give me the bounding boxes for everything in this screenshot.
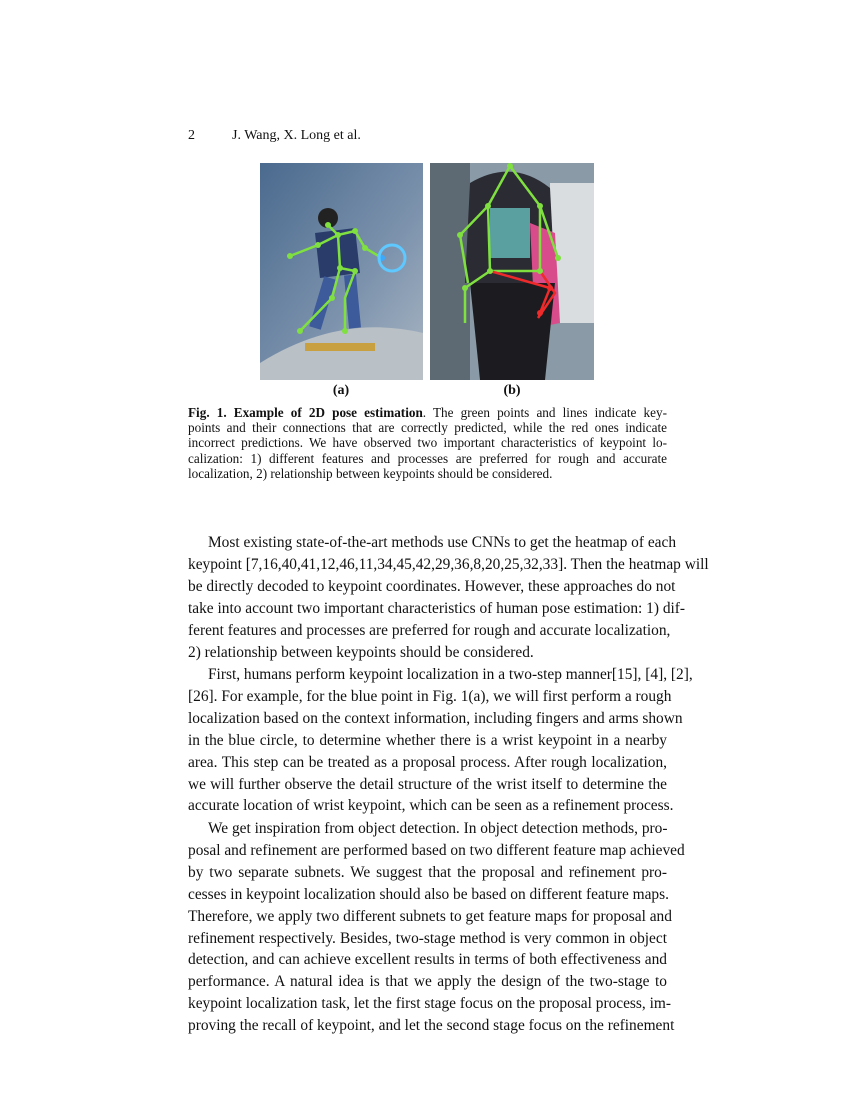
text-line: cesses in keypoint localization should also be based on different feature maps. bbox=[188, 885, 669, 903]
figure-caption bbox=[188, 405, 667, 481]
text-line: First, humans perform keypoint localization in a two-step manner[15], [4], [2], bbox=[208, 666, 693, 683]
text-line: posal and refinement are performed based on two different feature map achieved bbox=[188, 841, 685, 859]
text-line: ferent features and processes are preferred for rough and accurate localization, bbox=[188, 621, 671, 639]
paragraph-1 bbox=[188, 532, 709, 663]
figure-image-a-skateboarder bbox=[260, 163, 423, 380]
figure-image-b-motorcyclist bbox=[430, 163, 594, 380]
figure-label-b: (b) bbox=[503, 383, 521, 398]
text-line: [26]. For example, for the blue point in Fig. 1(a), we will first perform a rough bbox=[188, 687, 672, 705]
text-line: take into account two important characteristics of human pose estimation: 1) dif- bbox=[188, 599, 686, 617]
text-line: we will further observe the detail structure of the wrist itself to determine the bbox=[188, 775, 667, 793]
caption-line: points and their connections that are correctly predicted, while the red ones indicate bbox=[188, 420, 667, 436]
caption-line: calization: 1) different features and processes are preferred for rough and accurate bbox=[188, 450, 667, 466]
text-line: proving the recall of keypoint, and let the second stage focus on the refinement bbox=[188, 1017, 675, 1035]
text-line: detection, and can achieve excellent results in terms of both effectiveness and bbox=[188, 951, 667, 969]
text-line: be directly decoded to keypoint coordinates. However, these approaches do not bbox=[188, 577, 676, 595]
text-line: keypoint localization task, let the first stage focus on the proposal process, im- bbox=[188, 995, 671, 1013]
paragraph-3 bbox=[188, 818, 685, 1037]
text-line: We get inspiration from object detection. In object detection methods, pro- bbox=[208, 820, 668, 837]
page-number: 2 bbox=[188, 128, 195, 143]
paragraph-2 bbox=[188, 664, 693, 817]
figure-label-a: (a) bbox=[332, 383, 350, 398]
caption-line: . The green points and lines indicate key- bbox=[422, 405, 667, 420]
caption-line: incorrect predictions. We have observed two important characteristics of keypoint lo- bbox=[188, 435, 667, 451]
text-line: performance. A natural idea is that we apply the design of the two-stage to bbox=[188, 973, 667, 991]
text-line: 2) relationship between keypoints should be considered. bbox=[188, 643, 534, 661]
text-line: keypoint [7,16,40,41,12,46,11,34,45,42,29,36,8,20,25,32,33]. Then the heatmap will bbox=[188, 555, 709, 573]
text-line: area. This step can be treated as a proposal process. After rough localization, bbox=[188, 753, 667, 771]
text-line: Most existing state-of-the-art methods use CNNs to get the heatmap of each bbox=[208, 534, 677, 551]
caption-title: Fig. 1. Example of 2D pose estimation bbox=[188, 405, 423, 420]
running-header-authors: J. Wang, X. Long et al. bbox=[232, 128, 361, 143]
caption-line: localization, 2) relationship between keypoints should be considered. bbox=[188, 465, 553, 481]
text-line: accurate location of wrist keypoint, which can be seen as a refinement process. bbox=[188, 797, 674, 815]
text-line: refinement respectively. Besides, two-stage method is very common in object bbox=[188, 929, 667, 947]
text-line: by two separate subnets. We suggest that the proposal and refinement pro- bbox=[188, 863, 667, 881]
text-line: in the blue circle, to determine whether there is a wrist keypoint in a nearby bbox=[188, 731, 667, 749]
text-line: localization based on the context information, including fingers and arms shown bbox=[188, 709, 683, 727]
text-line: Therefore, we apply two different subnets to get feature maps for proposal and bbox=[188, 907, 672, 925]
